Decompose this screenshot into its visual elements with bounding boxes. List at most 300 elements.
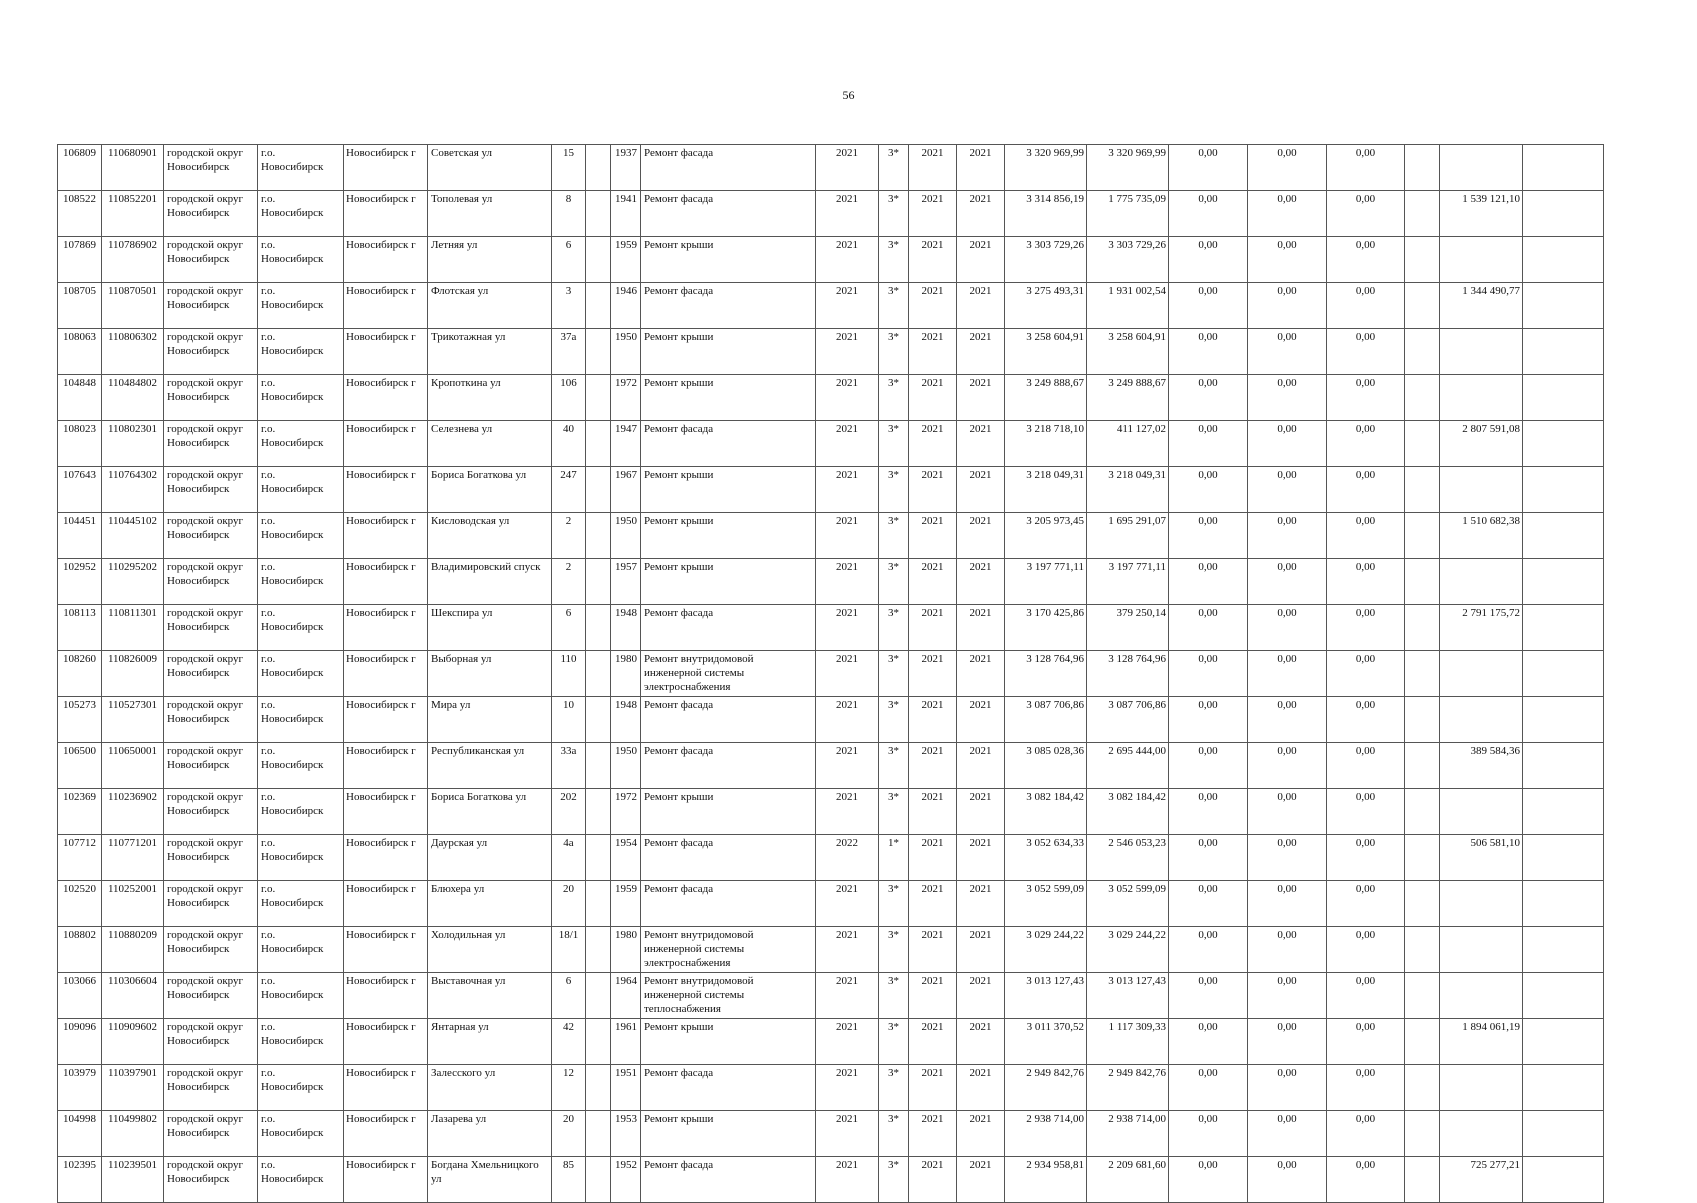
- cell-house: 4а: [552, 835, 586, 881]
- table-row: [58, 375, 1604, 421]
- cell-empty3: [1523, 375, 1604, 421]
- cell-v3: 0,00: [1327, 283, 1405, 329]
- cell-fund: 1 775 735,09: [1087, 191, 1169, 237]
- cell-plan-year: 2021: [816, 697, 879, 743]
- cell-year-to: 2021: [957, 605, 1005, 651]
- cell-work: Ремонт крыши: [641, 237, 816, 283]
- cell-municipality: городской округ Новосибирск: [164, 513, 258, 559]
- cell-year-built: 1959: [611, 881, 641, 927]
- table-row: [58, 513, 1604, 559]
- cell-house: 42: [552, 1019, 586, 1065]
- cell-empty3: [1523, 697, 1604, 743]
- cell-house: 37а: [552, 329, 586, 375]
- cell-city: Новосибирск г: [344, 467, 428, 513]
- table-row: [58, 421, 1604, 467]
- cell-empty2: [1405, 421, 1440, 467]
- cell-year-to: 2021: [957, 881, 1005, 927]
- cell-category: 3*: [879, 559, 909, 605]
- cell-id: 105273: [58, 697, 102, 743]
- cell-city: Новосибирск г: [344, 191, 428, 237]
- cell-empty2: [1405, 1065, 1440, 1111]
- cell-street: Флотская ул: [428, 283, 552, 329]
- cell-year-to: 2021: [957, 835, 1005, 881]
- cell-id: 106500: [58, 743, 102, 789]
- cell-year-from: 2021: [909, 881, 957, 927]
- cell-v1: 0,00: [1169, 973, 1248, 1019]
- cell-year-to: 2021: [957, 973, 1005, 1019]
- cell-year-from: 2021: [909, 1019, 957, 1065]
- cell-plan-year: 2021: [816, 927, 879, 973]
- cell-municipality: городской округ Новосибирск: [164, 145, 258, 191]
- cell-city: Новосибирск г: [344, 605, 428, 651]
- cell-year-to: 2021: [957, 789, 1005, 835]
- cell-fund: 3 128 764,96: [1087, 651, 1169, 697]
- cell-empty2: [1405, 1111, 1440, 1157]
- cell-v1: 0,00: [1169, 283, 1248, 329]
- cell-v1: 0,00: [1169, 559, 1248, 605]
- cell-v3: 0,00: [1327, 467, 1405, 513]
- cell-fund: 3 029 244,22: [1087, 927, 1169, 973]
- cell-empty3: [1523, 1065, 1604, 1111]
- table-row: [58, 329, 1604, 375]
- cell-empty3: [1523, 513, 1604, 559]
- cell-other: [1440, 329, 1523, 375]
- cell-empty2: [1405, 743, 1440, 789]
- cell-code: 110306604: [102, 973, 164, 1019]
- table-row: [58, 1157, 1604, 1203]
- cell-v2: 0,00: [1248, 467, 1327, 513]
- cell-v1: 0,00: [1169, 835, 1248, 881]
- cell-street: Шекспира ул: [428, 605, 552, 651]
- cell-plan-year: 2021: [816, 283, 879, 329]
- cell-year-to: 2021: [957, 513, 1005, 559]
- cell-work: Ремонт крыши: [641, 1111, 816, 1157]
- cell-empty1: [586, 237, 611, 283]
- cell-street: Кисловодская ул: [428, 513, 552, 559]
- cell-year-to: 2021: [957, 421, 1005, 467]
- cell-empty1: [586, 1019, 611, 1065]
- cell-category: 3*: [879, 697, 909, 743]
- cell-year-to: 2021: [957, 927, 1005, 973]
- table-row: [58, 191, 1604, 237]
- cell-year-built: 1950: [611, 329, 641, 375]
- cell-house: 18/1: [552, 927, 586, 973]
- cell-fund: 411 127,02: [1087, 421, 1169, 467]
- cell-other: 389 584,36: [1440, 743, 1523, 789]
- cell-plan-year: 2021: [816, 1065, 879, 1111]
- cell-id: 107712: [58, 835, 102, 881]
- cell-empty2: [1405, 375, 1440, 421]
- cell-empty3: [1523, 467, 1604, 513]
- table-row: [58, 881, 1604, 927]
- table-row: [58, 973, 1604, 1019]
- cell-v3: 0,00: [1327, 1019, 1405, 1065]
- cell-empty1: [586, 513, 611, 559]
- cell-fund: 3 320 969,99: [1087, 145, 1169, 191]
- cell-fund: 2 938 714,00: [1087, 1111, 1169, 1157]
- cell-street: Мира ул: [428, 697, 552, 743]
- cell-id: 108063: [58, 329, 102, 375]
- cell-year-from: 2021: [909, 559, 957, 605]
- cell-v1: 0,00: [1169, 651, 1248, 697]
- cell-other: 1 510 682,38: [1440, 513, 1523, 559]
- cell-v1: 0,00: [1169, 789, 1248, 835]
- cell-v1: 0,00: [1169, 191, 1248, 237]
- cell-empty3: [1523, 329, 1604, 375]
- cell-settlement: г.о. Новосибирск: [258, 651, 344, 697]
- cell-v3: 0,00: [1327, 1111, 1405, 1157]
- cell-city: Новосибирск г: [344, 513, 428, 559]
- cell-work: Ремонт фасада: [641, 421, 816, 467]
- cell-year-built: 1961: [611, 1019, 641, 1065]
- cell-year-built: 1954: [611, 835, 641, 881]
- cell-settlement: г.о. Новосибирск: [258, 1019, 344, 1065]
- cell-street: Селезнева ул: [428, 421, 552, 467]
- cell-v3: 0,00: [1327, 927, 1405, 973]
- cell-house: 3: [552, 283, 586, 329]
- cell-work: Ремонт внутридомовой инженерной системы электроснабжения: [641, 651, 816, 697]
- cell-v3: 0,00: [1327, 789, 1405, 835]
- cell-empty2: [1405, 283, 1440, 329]
- cell-year-built: 1964: [611, 973, 641, 1019]
- cell-v2: 0,00: [1248, 559, 1327, 605]
- cell-empty2: [1405, 237, 1440, 283]
- cell-code: 110236902: [102, 789, 164, 835]
- cell-total: 3 011 370,52: [1005, 1019, 1087, 1065]
- cell-fund: 3 303 729,26: [1087, 237, 1169, 283]
- cell-street: Республиканская ул: [428, 743, 552, 789]
- cell-id: 106809: [58, 145, 102, 191]
- cell-city: Новосибирск г: [344, 835, 428, 881]
- cell-empty1: [586, 145, 611, 191]
- cell-year-built: 1980: [611, 651, 641, 697]
- cell-settlement: г.о. Новосибирск: [258, 191, 344, 237]
- cell-city: Новосибирск г: [344, 1111, 428, 1157]
- cell-category: 3*: [879, 1065, 909, 1111]
- cell-municipality: городской округ Новосибирск: [164, 375, 258, 421]
- cell-v3: 0,00: [1327, 1065, 1405, 1111]
- cell-id: 104848: [58, 375, 102, 421]
- cell-v3: 0,00: [1327, 559, 1405, 605]
- cell-year-from: 2021: [909, 651, 957, 697]
- cell-id: 108522: [58, 191, 102, 237]
- cell-work: Ремонт фасада: [641, 697, 816, 743]
- cell-fund: 3 258 604,91: [1087, 329, 1169, 375]
- cell-code: 110445102: [102, 513, 164, 559]
- capital-repair-table: [57, 144, 1604, 1203]
- cell-work: Ремонт крыши: [641, 789, 816, 835]
- cell-municipality: городской округ Новосибирск: [164, 421, 258, 467]
- cell-empty3: [1523, 743, 1604, 789]
- cell-plan-year: 2021: [816, 1157, 879, 1203]
- table-row: [58, 605, 1604, 651]
- cell-empty1: [586, 1065, 611, 1111]
- cell-house: 33а: [552, 743, 586, 789]
- cell-category: 3*: [879, 375, 909, 421]
- cell-year-from: 2021: [909, 743, 957, 789]
- cell-municipality: городской округ Новосибирск: [164, 973, 258, 1019]
- table-row: [58, 467, 1604, 513]
- cell-id: 108113: [58, 605, 102, 651]
- cell-v1: 0,00: [1169, 1157, 1248, 1203]
- cell-city: Новосибирск г: [344, 789, 428, 835]
- cell-v2: 0,00: [1248, 651, 1327, 697]
- cell-v2: 0,00: [1248, 789, 1327, 835]
- cell-street: Выборная ул: [428, 651, 552, 697]
- cell-plan-year: 2021: [816, 973, 879, 1019]
- cell-code: 110397901: [102, 1065, 164, 1111]
- cell-year-from: 2021: [909, 927, 957, 973]
- cell-work: Ремонт фасада: [641, 283, 816, 329]
- cell-id: 103066: [58, 973, 102, 1019]
- cell-work: Ремонт крыши: [641, 513, 816, 559]
- cell-fund: 2 546 053,23: [1087, 835, 1169, 881]
- cell-municipality: городской округ Новосибирск: [164, 881, 258, 927]
- cell-settlement: г.о. Новосибирск: [258, 605, 344, 651]
- cell-empty3: [1523, 605, 1604, 651]
- cell-street: Тополевая ул: [428, 191, 552, 237]
- cell-v3: 0,00: [1327, 375, 1405, 421]
- cell-street: Летняя ул: [428, 237, 552, 283]
- cell-other: [1440, 973, 1523, 1019]
- cell-municipality: городской округ Новосибирск: [164, 237, 258, 283]
- cell-house: 6: [552, 237, 586, 283]
- cell-city: Новосибирск г: [344, 421, 428, 467]
- cell-total: 3 205 973,45: [1005, 513, 1087, 559]
- cell-year-to: 2021: [957, 1111, 1005, 1157]
- cell-plan-year: 2021: [816, 881, 879, 927]
- cell-settlement: г.о. Новосибирск: [258, 467, 344, 513]
- cell-v3: 0,00: [1327, 191, 1405, 237]
- cell-total: 2 938 714,00: [1005, 1111, 1087, 1157]
- cell-year-from: 2021: [909, 1065, 957, 1111]
- cell-empty2: [1405, 927, 1440, 973]
- cell-total: 3 258 604,91: [1005, 329, 1087, 375]
- cell-year-to: 2021: [957, 329, 1005, 375]
- cell-v2: 0,00: [1248, 1157, 1327, 1203]
- cell-empty3: [1523, 191, 1604, 237]
- cell-plan-year: 2021: [816, 1111, 879, 1157]
- cell-city: Новосибирск г: [344, 743, 428, 789]
- cell-work: Ремонт внутридомовой инженерной системы теплоснабжения: [641, 973, 816, 1019]
- cell-category: 3*: [879, 329, 909, 375]
- table-row: [58, 145, 1604, 191]
- cell-city: Новосибирск г: [344, 375, 428, 421]
- cell-other: [1440, 145, 1523, 191]
- cell-empty2: [1405, 697, 1440, 743]
- cell-year-from: 2021: [909, 283, 957, 329]
- cell-city: Новосибирск г: [344, 973, 428, 1019]
- cell-municipality: городской округ Новосибирск: [164, 697, 258, 743]
- cell-municipality: городской округ Новосибирск: [164, 789, 258, 835]
- cell-city: Новосибирск г: [344, 559, 428, 605]
- cell-plan-year: 2021: [816, 329, 879, 375]
- cell-empty2: [1405, 1019, 1440, 1065]
- cell-id: 103979: [58, 1065, 102, 1111]
- cell-total: 3 085 028,36: [1005, 743, 1087, 789]
- cell-house: 6: [552, 605, 586, 651]
- cell-id: 102369: [58, 789, 102, 835]
- cell-empty2: [1405, 191, 1440, 237]
- cell-v3: 0,00: [1327, 513, 1405, 559]
- cell-year-built: 1941: [611, 191, 641, 237]
- cell-city: Новосибирск г: [344, 881, 428, 927]
- cell-settlement: г.о. Новосибирск: [258, 973, 344, 1019]
- cell-street: Лазарева ул: [428, 1111, 552, 1157]
- cell-id: 102952: [58, 559, 102, 605]
- cell-v3: 0,00: [1327, 421, 1405, 467]
- cell-work: Ремонт фасада: [641, 145, 816, 191]
- cell-street: Владимировский спуск: [428, 559, 552, 605]
- cell-settlement: г.о. Новосибирск: [258, 1157, 344, 1203]
- cell-street: Янтарная ул: [428, 1019, 552, 1065]
- cell-id: 108802: [58, 927, 102, 973]
- cell-empty3: [1523, 559, 1604, 605]
- cell-empty1: [586, 651, 611, 697]
- cell-year-from: 2021: [909, 1111, 957, 1157]
- cell-total: 3 197 771,11: [1005, 559, 1087, 605]
- cell-empty3: [1523, 237, 1604, 283]
- cell-empty3: [1523, 789, 1604, 835]
- cell-total: 3 170 425,86: [1005, 605, 1087, 651]
- cell-year-from: 2021: [909, 835, 957, 881]
- cell-work: Ремонт крыши: [641, 375, 816, 421]
- cell-empty3: [1523, 927, 1604, 973]
- cell-id: 104451: [58, 513, 102, 559]
- cell-fund: 3 052 599,09: [1087, 881, 1169, 927]
- cell-empty1: [586, 743, 611, 789]
- cell-code: 110870501: [102, 283, 164, 329]
- cell-v3: 0,00: [1327, 697, 1405, 743]
- cell-code: 110239501: [102, 1157, 164, 1203]
- cell-category: 3*: [879, 1157, 909, 1203]
- cell-municipality: городской округ Новосибирск: [164, 1019, 258, 1065]
- cell-year-built: 1948: [611, 605, 641, 651]
- cell-street: Блюхера ул: [428, 881, 552, 927]
- cell-plan-year: 2021: [816, 651, 879, 697]
- cell-code: 110786902: [102, 237, 164, 283]
- cell-empty1: [586, 421, 611, 467]
- cell-year-from: 2021: [909, 191, 957, 237]
- cell-total: 3 029 244,22: [1005, 927, 1087, 973]
- table-row: [58, 283, 1604, 329]
- cell-fund: 3 218 049,31: [1087, 467, 1169, 513]
- cell-fund: 2 949 842,76: [1087, 1065, 1169, 1111]
- cell-plan-year: 2021: [816, 237, 879, 283]
- cell-year-from: 2021: [909, 421, 957, 467]
- cell-total: 3 314 856,19: [1005, 191, 1087, 237]
- cell-street: Выставочная ул: [428, 973, 552, 1019]
- cell-plan-year: 2021: [816, 559, 879, 605]
- cell-code: 110826009: [102, 651, 164, 697]
- cell-other: [1440, 651, 1523, 697]
- cell-category: 3*: [879, 191, 909, 237]
- cell-year-built: 1946: [611, 283, 641, 329]
- cell-municipality: городской округ Новосибирск: [164, 467, 258, 513]
- cell-other: [1440, 789, 1523, 835]
- cell-plan-year: 2021: [816, 467, 879, 513]
- cell-category: 3*: [879, 743, 909, 789]
- cell-empty2: [1405, 605, 1440, 651]
- cell-code: 110499802: [102, 1111, 164, 1157]
- cell-empty2: [1405, 145, 1440, 191]
- cell-v1: 0,00: [1169, 1111, 1248, 1157]
- cell-v2: 0,00: [1248, 973, 1327, 1019]
- cell-empty1: [586, 283, 611, 329]
- cell-v2: 0,00: [1248, 237, 1327, 283]
- cell-empty1: [586, 835, 611, 881]
- cell-city: Новосибирск г: [344, 145, 428, 191]
- cell-fund: 1 931 002,54: [1087, 283, 1169, 329]
- cell-other: [1440, 1065, 1523, 1111]
- cell-empty3: [1523, 283, 1604, 329]
- cell-year-to: 2021: [957, 651, 1005, 697]
- cell-empty2: [1405, 467, 1440, 513]
- cell-year-built: 1937: [611, 145, 641, 191]
- cell-other: [1440, 237, 1523, 283]
- cell-year-from: 2021: [909, 467, 957, 513]
- cell-category: 3*: [879, 789, 909, 835]
- cell-code: 110802301: [102, 421, 164, 467]
- cell-code: 110811301: [102, 605, 164, 651]
- cell-municipality: городской округ Новосибирск: [164, 927, 258, 973]
- cell-total: 2 934 958,81: [1005, 1157, 1087, 1203]
- table-row: [58, 559, 1604, 605]
- cell-year-built: 1950: [611, 513, 641, 559]
- cell-settlement: г.о. Новосибирск: [258, 697, 344, 743]
- cell-v3: 0,00: [1327, 743, 1405, 789]
- cell-other: [1440, 559, 1523, 605]
- cell-year-to: 2021: [957, 559, 1005, 605]
- cell-empty1: [586, 375, 611, 421]
- cell-code: 110764302: [102, 467, 164, 513]
- cell-v2: 0,00: [1248, 605, 1327, 651]
- cell-v3: 0,00: [1327, 881, 1405, 927]
- cell-year-to: 2021: [957, 283, 1005, 329]
- cell-total: 2 949 842,76: [1005, 1065, 1087, 1111]
- cell-other: [1440, 697, 1523, 743]
- cell-year-built: 1957: [611, 559, 641, 605]
- cell-v3: 0,00: [1327, 605, 1405, 651]
- cell-plan-year: 2021: [816, 375, 879, 421]
- cell-empty1: [586, 605, 611, 651]
- cell-total: 3 218 718,10: [1005, 421, 1087, 467]
- cell-total: 3 052 634,33: [1005, 835, 1087, 881]
- cell-category: 3*: [879, 421, 909, 467]
- cell-empty1: [586, 467, 611, 513]
- cell-v3: 0,00: [1327, 973, 1405, 1019]
- cell-id: 102395: [58, 1157, 102, 1203]
- cell-id: 107643: [58, 467, 102, 513]
- cell-total: 3 303 729,26: [1005, 237, 1087, 283]
- cell-plan-year: 2022: [816, 835, 879, 881]
- cell-code: 110484802: [102, 375, 164, 421]
- cell-house: 202: [552, 789, 586, 835]
- cell-id: 108705: [58, 283, 102, 329]
- cell-empty2: [1405, 559, 1440, 605]
- cell-street: Трикотажная ул: [428, 329, 552, 375]
- cell-street: Кропоткина ул: [428, 375, 552, 421]
- cell-empty1: [586, 1157, 611, 1203]
- cell-municipality: городской округ Новосибирск: [164, 605, 258, 651]
- cell-year-to: 2021: [957, 467, 1005, 513]
- cell-other: 1 344 490,77: [1440, 283, 1523, 329]
- cell-v1: 0,00: [1169, 237, 1248, 283]
- cell-v1: 0,00: [1169, 927, 1248, 973]
- cell-settlement: г.о. Новосибирск: [258, 237, 344, 283]
- cell-municipality: городской округ Новосибирск: [164, 1157, 258, 1203]
- cell-house: 15: [552, 145, 586, 191]
